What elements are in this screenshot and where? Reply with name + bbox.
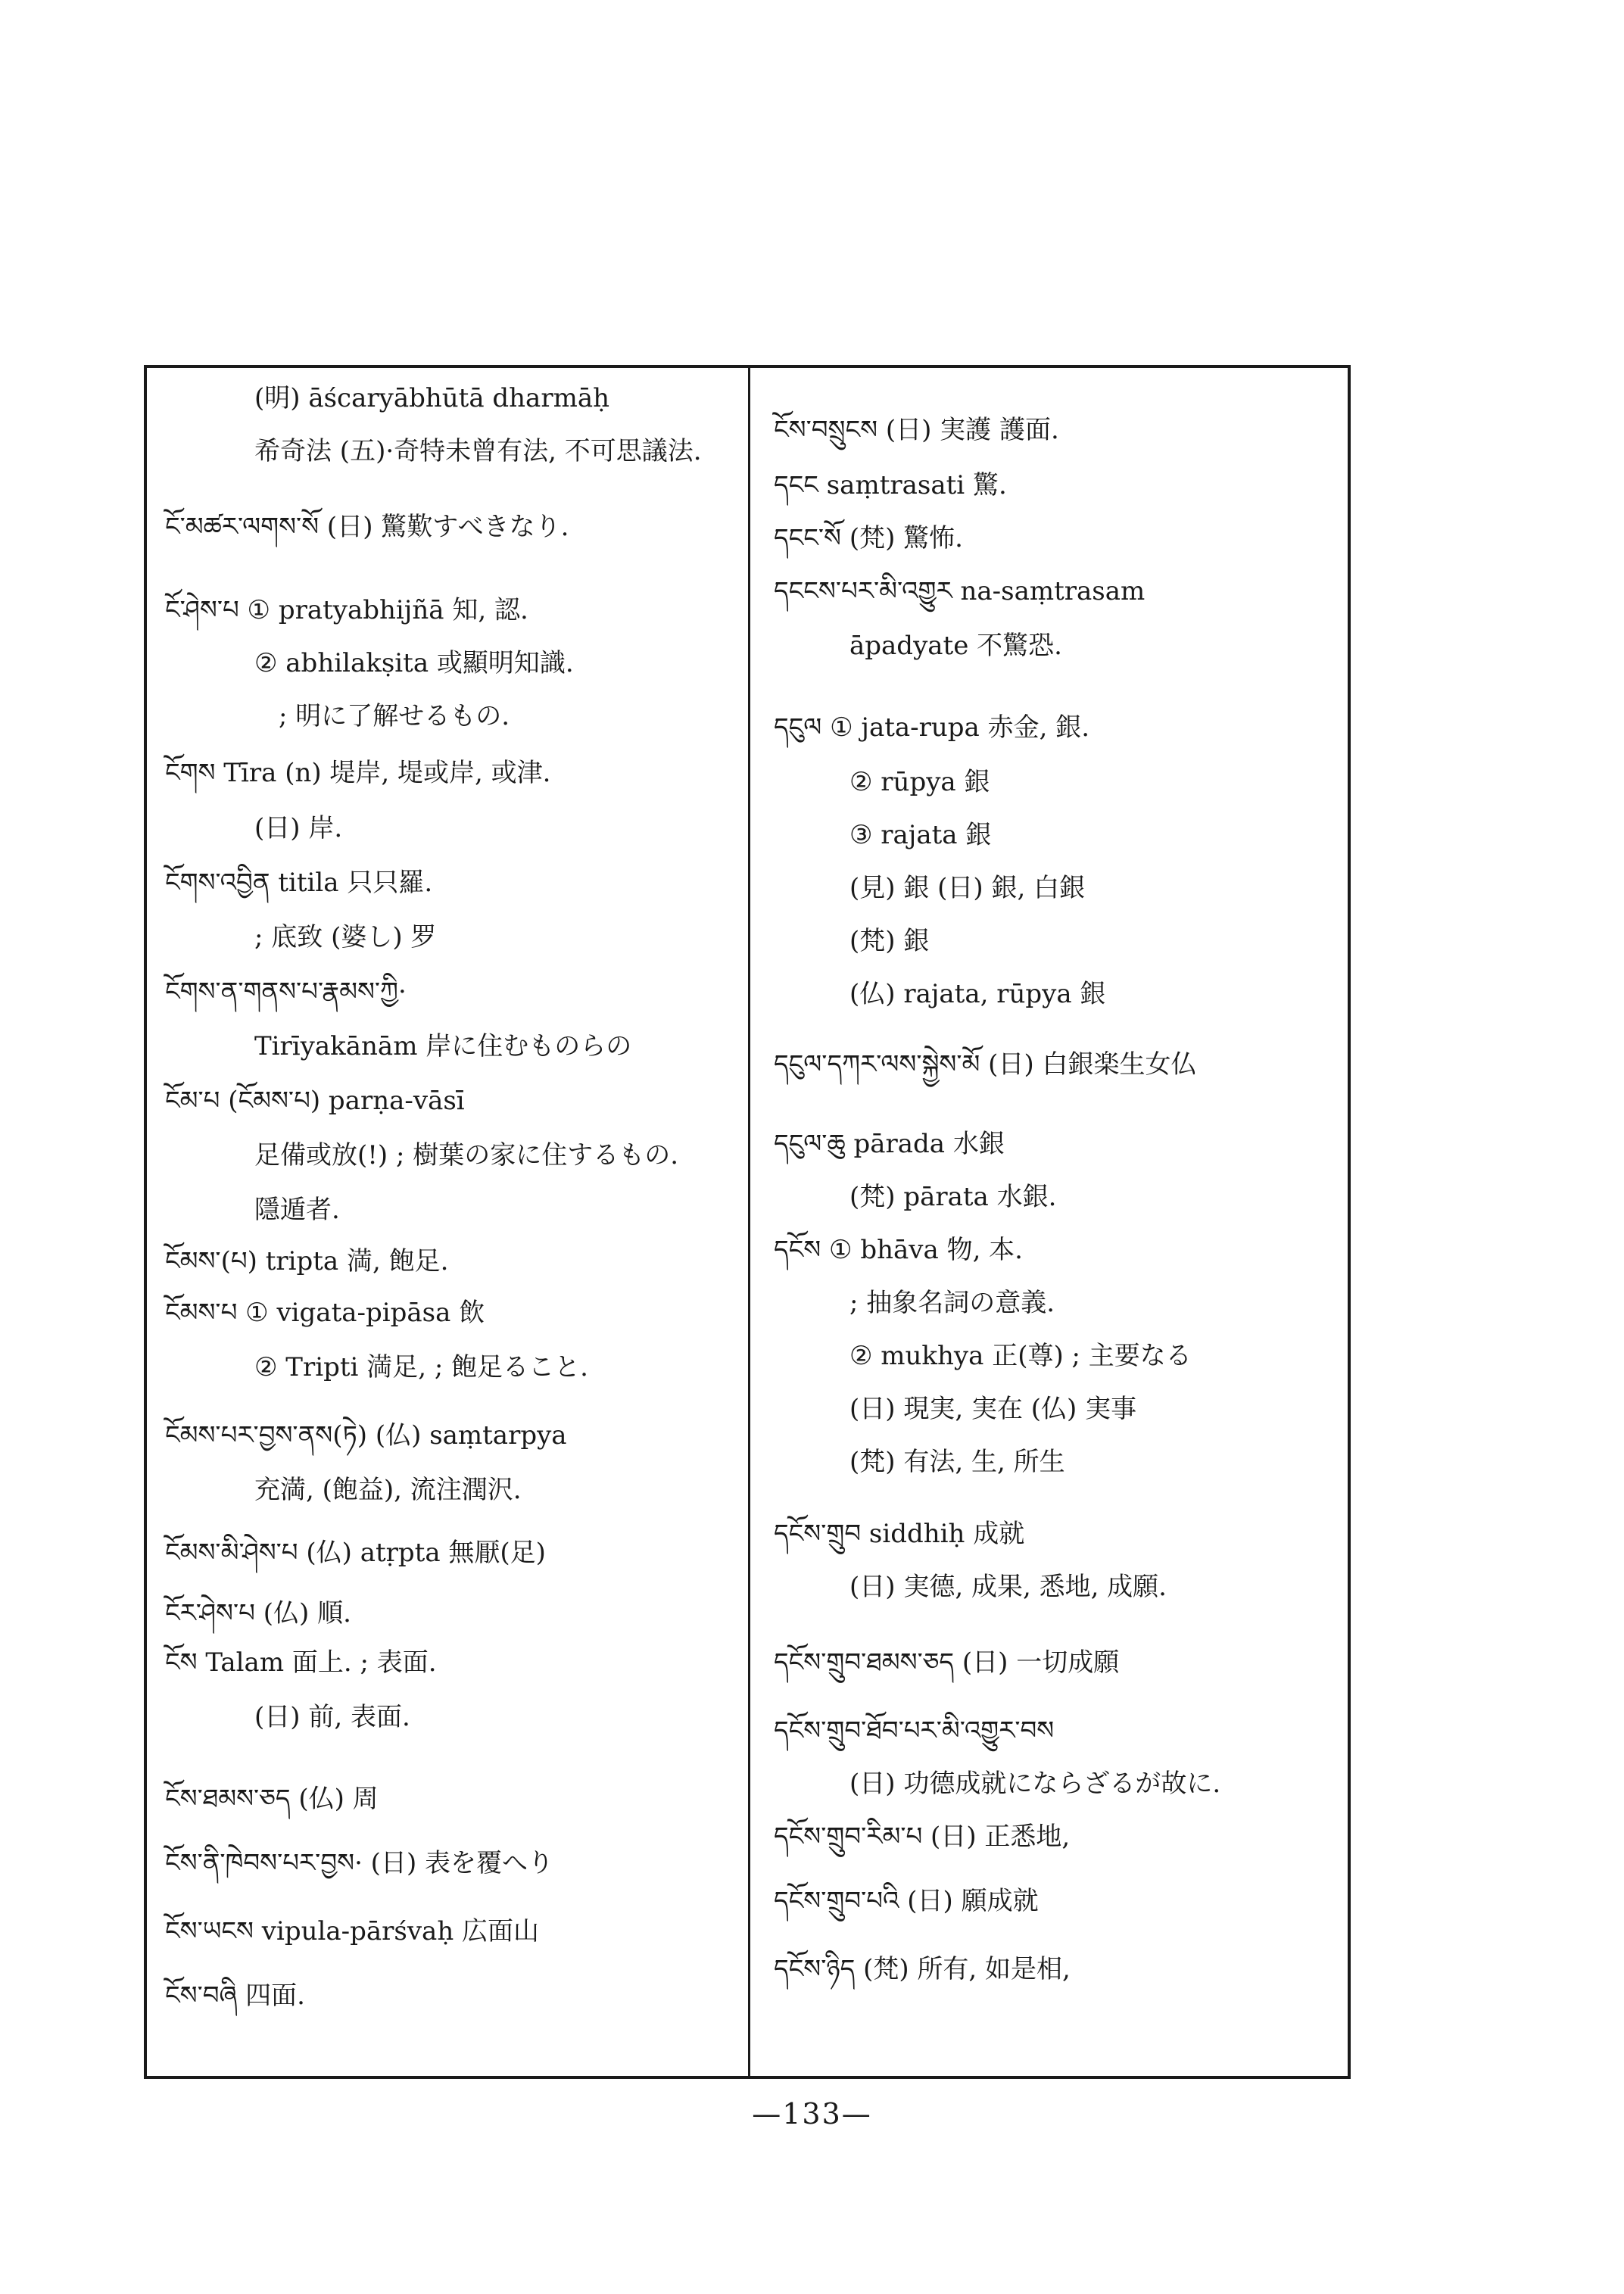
dictionary-line: ངོ་མཚར་ལགས་སོ (日) 驚歎すべきなり.: [165, 512, 569, 542]
dictionary-line: དངོས་གྲུབ་རིམ་པ (日) 正悉地,: [774, 1822, 1071, 1852]
dictionary-line: ངོས་ཡངས vipula-pārśvaḥ 広面山: [165, 1916, 540, 1946]
dictionary-line: དངོས་གྲུབ་ཐོབ་པར་མི་འགྱུར་བས: [774, 1716, 1055, 1746]
dictionary-line: ; 明に了解せるもの.: [279, 701, 510, 731]
dictionary-line: ངོམ་པ (ངོམས་པ) parṇa-vāsī: [165, 1086, 465, 1116]
dictionary-line: ངོམས་པར་བྱས་ནས(ཏེ) (仏) saṃtarpya: [165, 1420, 567, 1451]
dictionary-line: 隱遁者.: [254, 1195, 340, 1225]
dictionary-line: 足備或放(!) ; 樹葉の家に住するもの.: [254, 1140, 679, 1170]
dictionary-line: དངང saṃtrasati 驚.: [774, 470, 1007, 500]
dictionary-line: ངོ་ཤེས་པ ① pratyabhijñā 知, 認.: [165, 595, 528, 625]
dictionary-line: ③ rajata 銀: [849, 820, 992, 850]
dictionary-line: ངོམས་(པ) tripta 満, 飽足.: [165, 1246, 449, 1276]
dictionary-line: (日) 実德, 成果, 悉地, 成願.: [849, 1572, 1167, 1602]
dictionary-line: དངོས ① bhāva 物, 本.: [774, 1235, 1023, 1265]
dictionary-line: ངོས་བསྲུངས (日) 実護 護面.: [774, 415, 1059, 445]
dictionary-line: āpadyate 不驚恐.: [849, 631, 1062, 661]
dictionary-line: ངོས Talam 面上. ; 表面.: [165, 1647, 437, 1678]
dictionary-line: ངོགས་ན་གནས་པ་རྣམས་ཀྱི·: [165, 977, 407, 1007]
dictionary-line: (見) 銀 (日) 銀, 白銀: [849, 873, 1086, 903]
dictionary-line: ངོགས Tīra (n) 堤岸, 堤或岸, 或津.: [165, 758, 551, 788]
dictionary-line: ② Tripti 満足, ; 飽足ること.: [254, 1352, 588, 1382]
dictionary-line: (日) 功德成就にならざるが故に.: [849, 1769, 1221, 1799]
dictionary-line: དངང་སོ (梵) 驚怖.: [774, 523, 963, 553]
dictionary-line: ངོར་ཤེས་པ (仏) 順.: [165, 1598, 351, 1629]
dictionary-line: ངོགས་འབྱིན titila 只只羅.: [165, 868, 433, 898]
dictionary-line: དངོས་གྲུབ་པའི (日) 願成就: [774, 1886, 1039, 1916]
dictionary-line: དངུལ་ཆུ pārada 水銀: [774, 1129, 1005, 1159]
dictionary-line: ; 底致 (婆し) 罗: [254, 922, 437, 952]
dictionary-line: 充満, (飽益), 流注潤沢.: [254, 1475, 522, 1505]
dictionary-line: (明) āścaryābhūtā dharmāḥ: [254, 383, 609, 413]
dictionary-line: (日) 前, 表面.: [254, 1702, 410, 1732]
column-divider: [748, 365, 750, 2079]
dictionary-line: དངོས་ཉིད (梵) 所有, 如是相,: [774, 1954, 1071, 1984]
dictionary-line: ངོས་ནི་ཁེབས་པར་བྱས· (日) 表を覆へり: [165, 1848, 554, 1878]
dictionary-line: ② abhilakṣita 或顯明知識.: [254, 648, 574, 678]
dictionary-line: ; 抽象名詞の意義.: [849, 1288, 1055, 1318]
dictionary-line: (梵) 有法, 生, 所生: [849, 1447, 1065, 1477]
dictionary-line: Tirīyakānām 岸に住むものらの: [254, 1031, 632, 1061]
dictionary-line: ངོས་ཐམས་ཅད (仏) 周: [165, 1784, 379, 1814]
dictionary-line: 希奇法 (五)·奇特未曾有法, 不可思議法.: [254, 436, 702, 466]
dictionary-line: ངོམས་པ ① vigata-pipāsa 飲: [165, 1298, 485, 1328]
dictionary-line: (日) 岸.: [254, 813, 343, 843]
page-number: —133—: [752, 2097, 872, 2130]
dictionary-line: ངོམས་མི་ཤེས་པ (仏) atṛpta 無厭(足): [165, 1538, 546, 1568]
dictionary-line: དངངས་པར་མི་འགྱུར na-saṃtrasam: [774, 576, 1146, 606]
dictionary-line: (日) 現実, 実在 (仏) 実事: [849, 1394, 1137, 1424]
dictionary-line: དངོས་གྲུབ siddhiḥ 成就: [774, 1519, 1025, 1549]
dictionary-line: ② rūpya 銀: [849, 767, 990, 797]
dictionary-line: དངུལ་དཀར་ལས་སྐྱེས་མོ (日) 白銀楽生女仏: [774, 1049, 1197, 1080]
dictionary-line: (梵) pārata 水銀.: [849, 1182, 1057, 1212]
dictionary-line: (仏) rajata, rūpya 銀: [849, 979, 1106, 1009]
dictionary-line: (梵) 銀: [849, 926, 930, 956]
dictionary-line: ངོས་བཞི 四面.: [165, 1981, 305, 2011]
dictionary-line: ② mukhya 正(尊) ; 主要なる: [849, 1341, 1192, 1371]
dictionary-line: དངུལ ① jata-rupa 赤金, 銀.: [774, 712, 1090, 743]
dictionary-line: དངོས་གྲུབ་ཐམས་ཅད (日) 一切成願: [774, 1647, 1120, 1678]
